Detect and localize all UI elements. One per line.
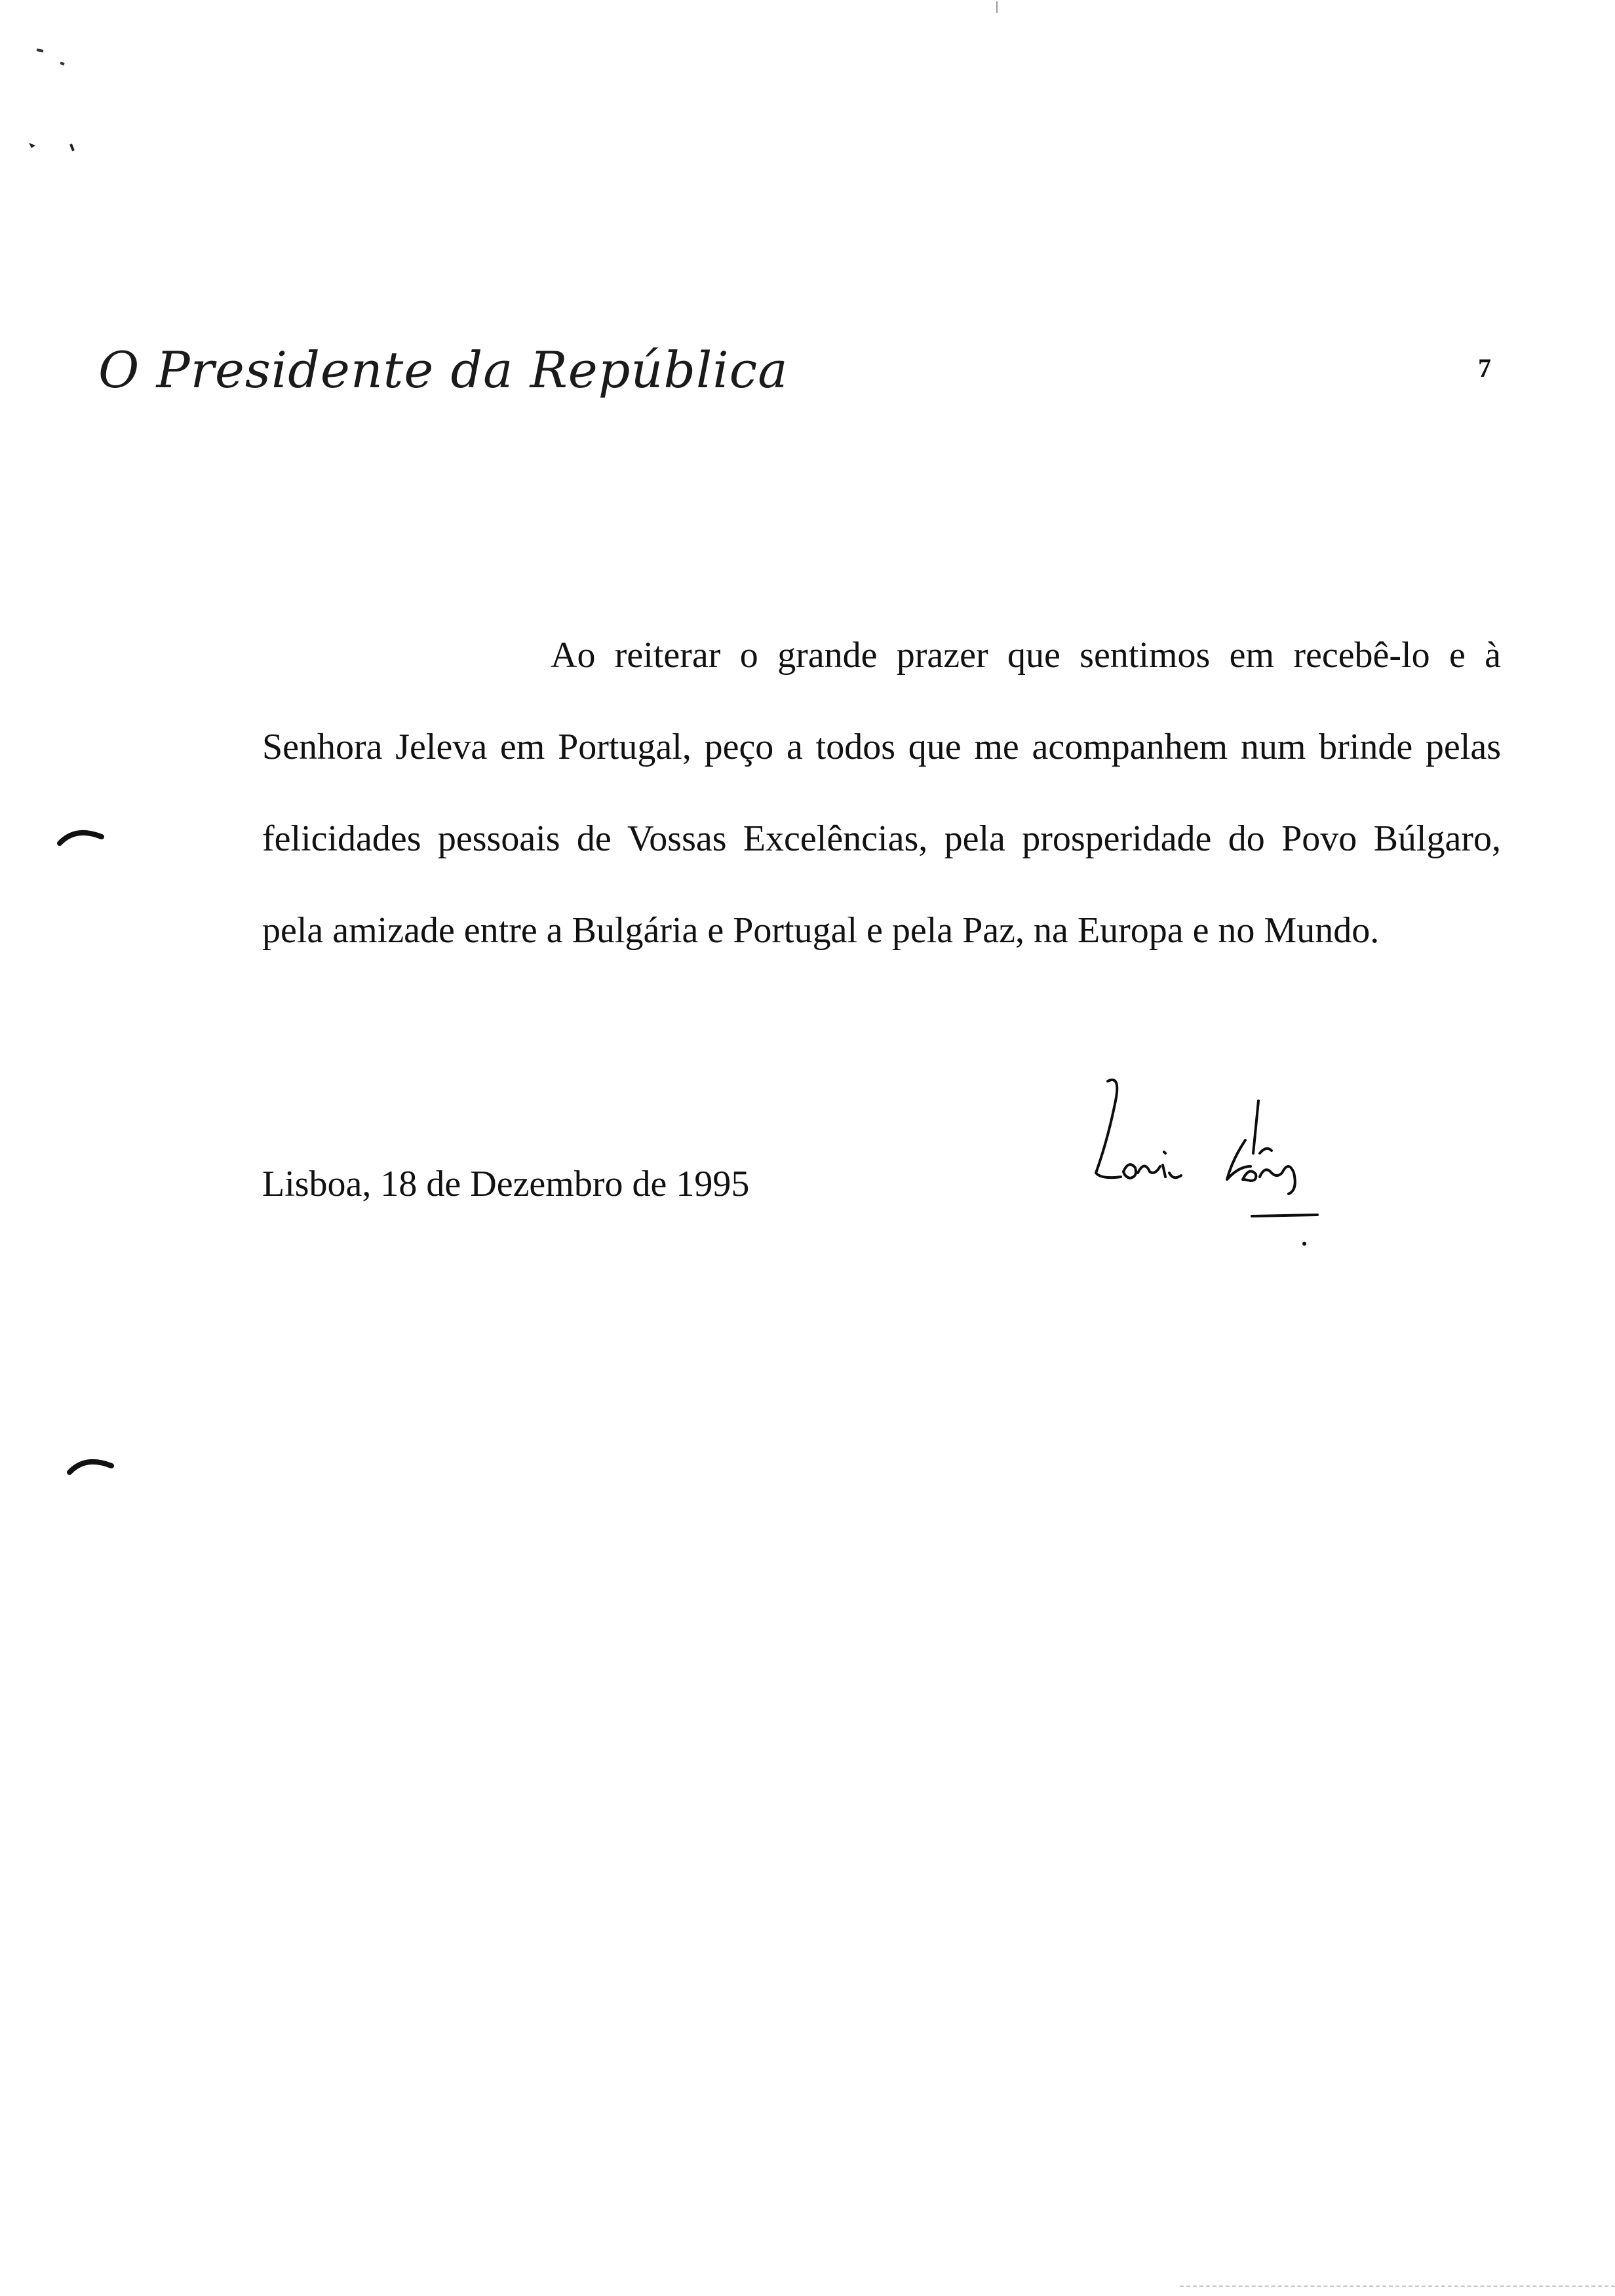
punch-hole-mark-upper	[56, 822, 108, 849]
dateline: Lisboa, 18 de Dezembro de 1995	[262, 1164, 750, 1204]
punch-hole-mark-lower	[66, 1451, 118, 1478]
signature-mark	[1081, 1062, 1331, 1252]
scan-speck-top	[33, 46, 79, 79]
scan-tick-top	[995, 0, 999, 16]
body-paragraph: Ao reiterar o grande prazer que sentimos em recebê-lo e à Senhora Jeleva em Portugal, peço a todos que me acompanhem num brinde pelas felicidades pessoais de Vossas Excelências, pela prosperidade do Povo Búlgaro, pela amizade entre a Bulgária e Portugal e pela Paz, na Europa e no Mundo.	[262, 635, 1501, 951]
page-edge-line	[1180, 2286, 1615, 2287]
letterhead-title: O Presidente da República	[98, 341, 788, 399]
page-number: 7	[1478, 353, 1491, 383]
scan-speck-mid	[26, 138, 85, 157]
